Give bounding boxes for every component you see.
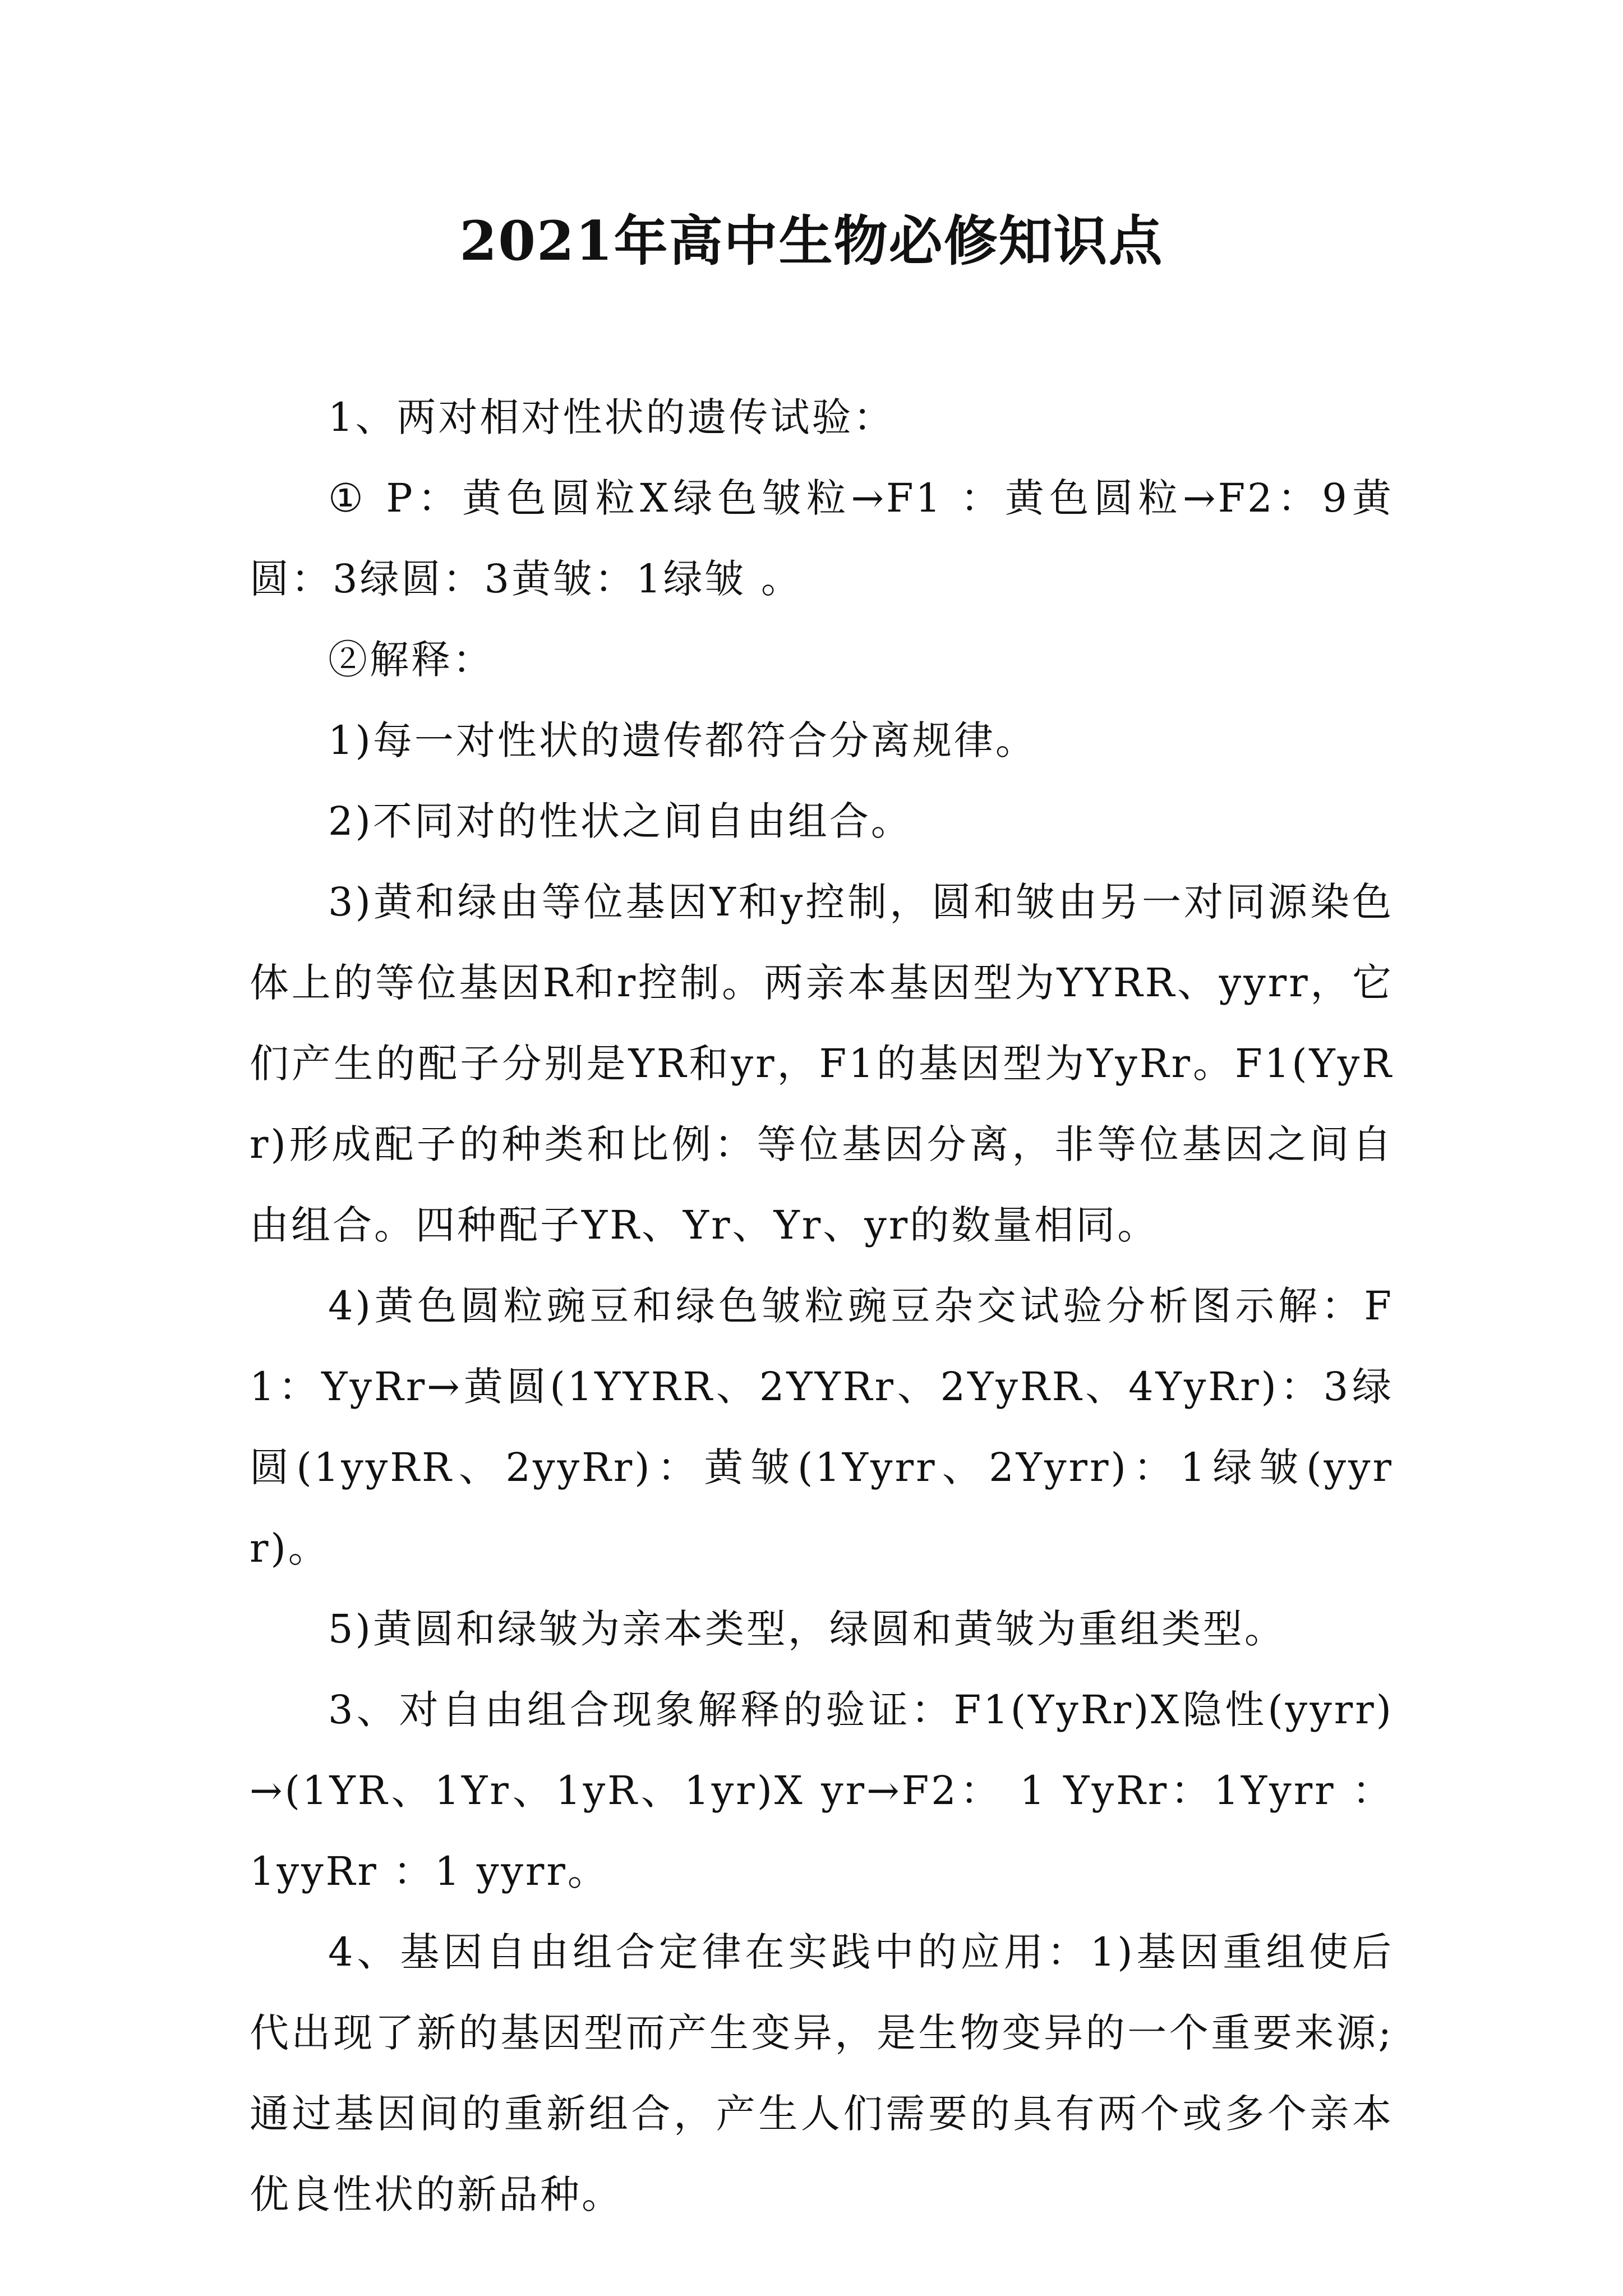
paragraph-cross-result: ① P：黄色圆粒X绿色皱粒→F1 ：黄色圆粒→F2：9黄圆：3绿圆：3黄皱：1绿皱 。	[250, 475, 1394, 602]
paragraph-section-3: 3、对自由组合现象解释的验证：F1(YyRr)X隐性(yyrr)→(1YR、1Yr、1yR、1yr)X yr→F2： 1 YyRr：1Yyrr ：1yyRr ：1 yyrr。	[250, 1687, 1394, 1894]
paragraph-explanation-4: 4)黄色圆粒豌豆和绿色皱粒豌豆杂交试验分析图示解：F1：YyRr→黄圆(1YYRR、2YYRr、2YyRR、4YyRr)：3绿圆(1yyRR、2yyRr)：黄皱(1Yyrr、2Yyrr)：1绿皱(yyrr)。	[250, 1283, 1394, 1571]
paragraph-section-4: 4、基因自由组合定律在实践中的应用：1)基因重组使后代出现了新的基因型而产生变异，是生物变异的一个重要来源;通过基因间的重新组合，产生人们需要的具有两个或多个亲本优良性状的新品种。	[250, 1929, 1394, 2217]
paragraph-explanation-1: 1)每一对性状的遗传都符合分离规律。	[328, 717, 1037, 763]
paragraph-explanation-2: 2)不同对的性状之间自由组合。	[328, 798, 912, 844]
document-title: 2021年高中生物必修知识点	[459, 209, 1164, 273]
paragraph-explanation-3: 3)黄和绿由等位基因Y和y控制，圆和皱由另一对同源染色体上的等位基因R和r控制。两亲本基因型为YYRR、yyrr，它们产生的配子分别是YR和yr，F1的基因型为YyRr。F1(YyRr)形成配子的种类和比例：等位基因分离，非等位基因之间自由组合。四种配子YR、Yr、Yr、yr的数量相同。	[250, 879, 1394, 1248]
paragraph-explanation-5: 5)黄圆和绿皱为亲本类型，绿圆和黄皱为重组类型。	[328, 1606, 1286, 1652]
document-body	[250, 377, 1394, 2235]
paragraph-section-1-heading: 1、两对相对性状的遗传试验：	[328, 394, 895, 440]
paragraph-explanation-heading: ②解释：	[328, 637, 494, 683]
